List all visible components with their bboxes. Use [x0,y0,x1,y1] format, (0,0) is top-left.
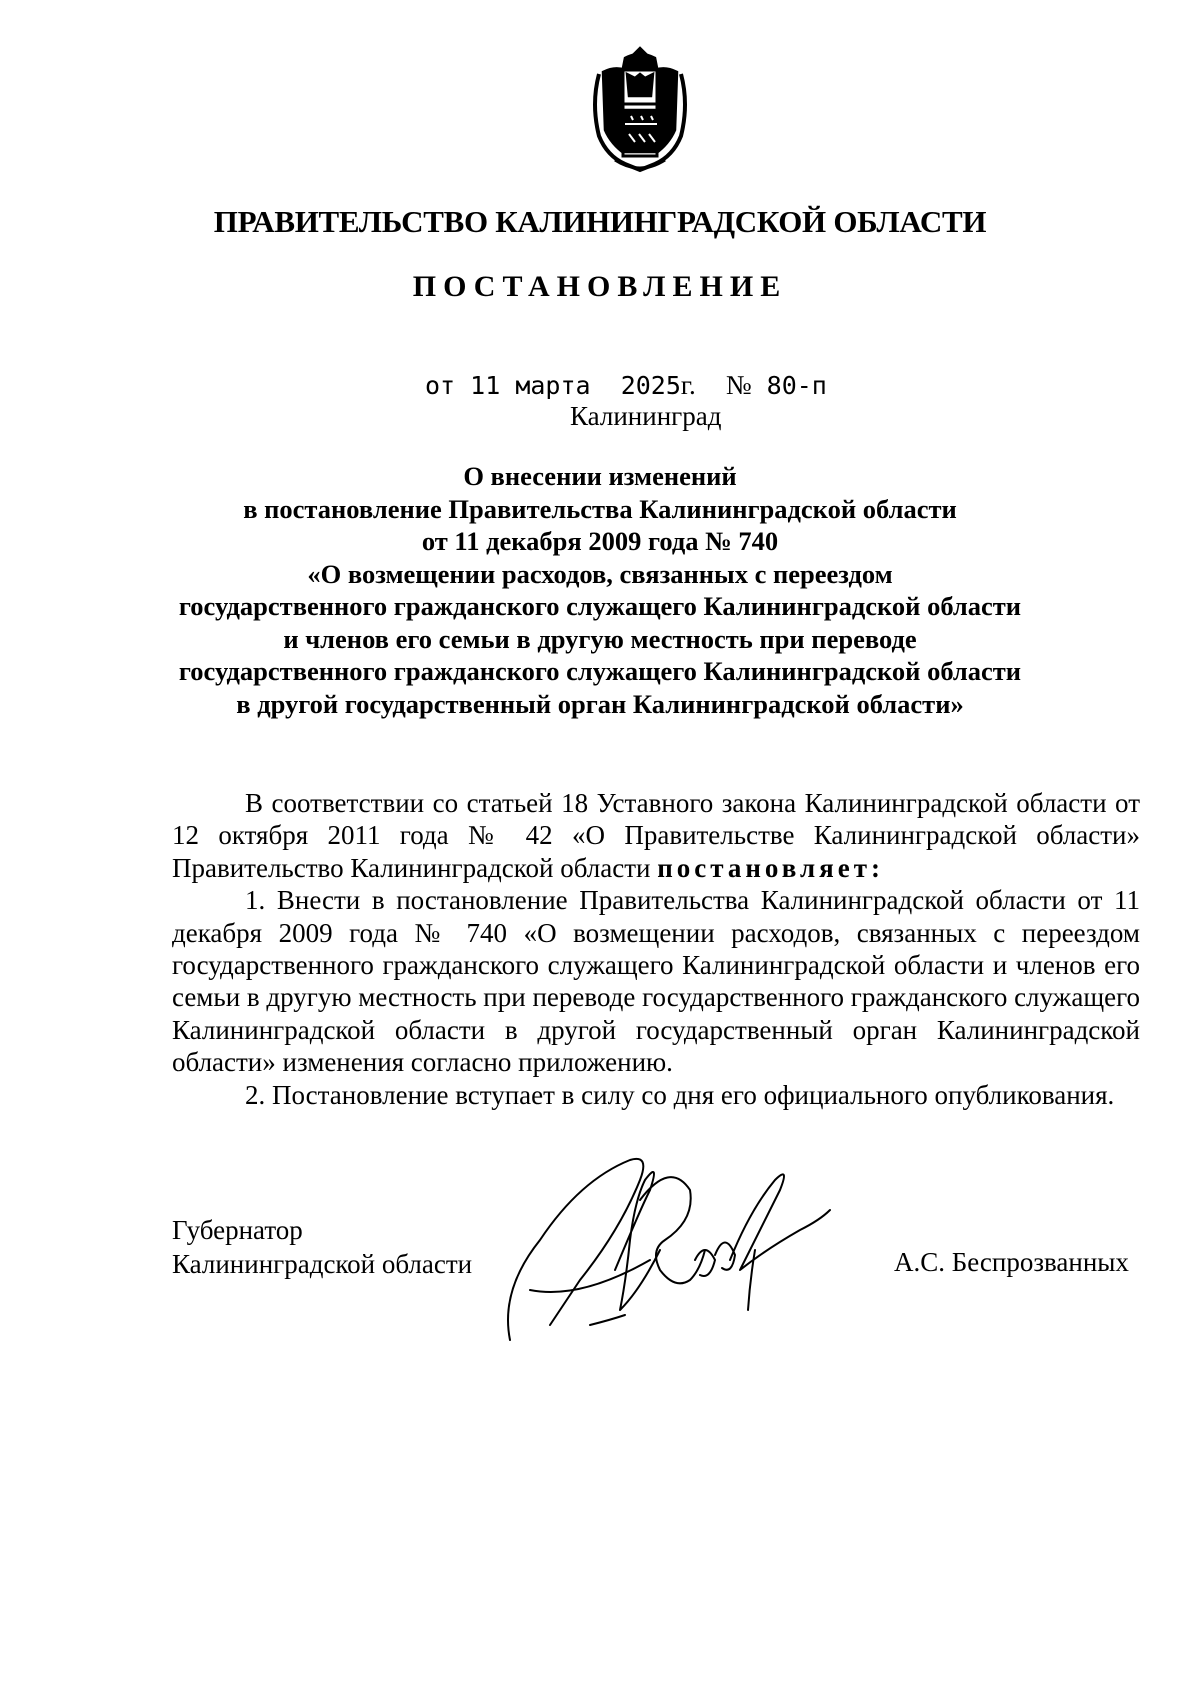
preamble-text: В соответствии со статьей 18 Уставного закона Калининградской области от 12 октября 2011 года № 42 «О Правительстве Калининградской области» Правительство Калининградской области [172,788,1140,883]
item-2-paragraph: 2. Постановление вступает в силу со дня его официального опубликования. [245,1079,1115,1110]
title-line: «О возмещении расходов, связанных с переездом [307,558,893,589]
title-line: и членов его семьи в другую местность при переводе [283,623,917,654]
title-line: государственного гражданского служащего Калининградской области [178,656,1022,686]
title-line: в другой государственный орган Калининградской области» [236,688,964,719]
title-line: О внесении изменений [463,461,737,491]
position-line: Калининградской области [172,1249,473,1279]
title-line: государственного гражданского служащего Калининградской области [178,591,1022,621]
preamble-paragraph [172,787,1140,884]
title-line: от 11 декабря 2009 года № 740 [421,526,779,556]
document-title [0,460,1200,720]
document-body [172,787,1140,1111]
title-line: в постановление Правительства Калининградской области [243,493,957,524]
signatory-position [172,1213,472,1281]
signatory-name: А.С. Беспрозванных [894,1247,1129,1277]
document-city: Калининград [570,401,722,431]
item-1-paragraph: 1. Внести в постановление Правительства Калининградской области от 11 декабря 2009 года № 740 «О возмещении расходов, связанных с переездом государственного гражданского служащего Калининградской области и членов его семьи в другую местность при переводе государственного гражданского служащего Калининградской области в другой государственный орган Калининградской области» изменения согласно приложению. [172,885,1140,1078]
year-suffix: г. [680,370,696,400]
document-year: 2025 [620,371,681,400]
document-number: 80-п [766,371,827,400]
number-sign: № [725,370,752,400]
position-line: Губернатор [172,1215,303,1245]
document-date-line [425,370,827,401]
organization-name: ПРАВИТЕЛЬСТВО КАЛИНИНГРАДСКОЙ ОБЛАСТИ [213,204,987,239]
handwritten-signature [500,1140,840,1370]
document-date: 11 марта [470,371,591,400]
coat-of-arms-emblem [585,44,695,174]
document-type: ПОСТАНОВЛЕНИЕ [412,270,788,303]
date-prefix: от [425,371,456,400]
decides-word: постановляет: [657,852,884,883]
